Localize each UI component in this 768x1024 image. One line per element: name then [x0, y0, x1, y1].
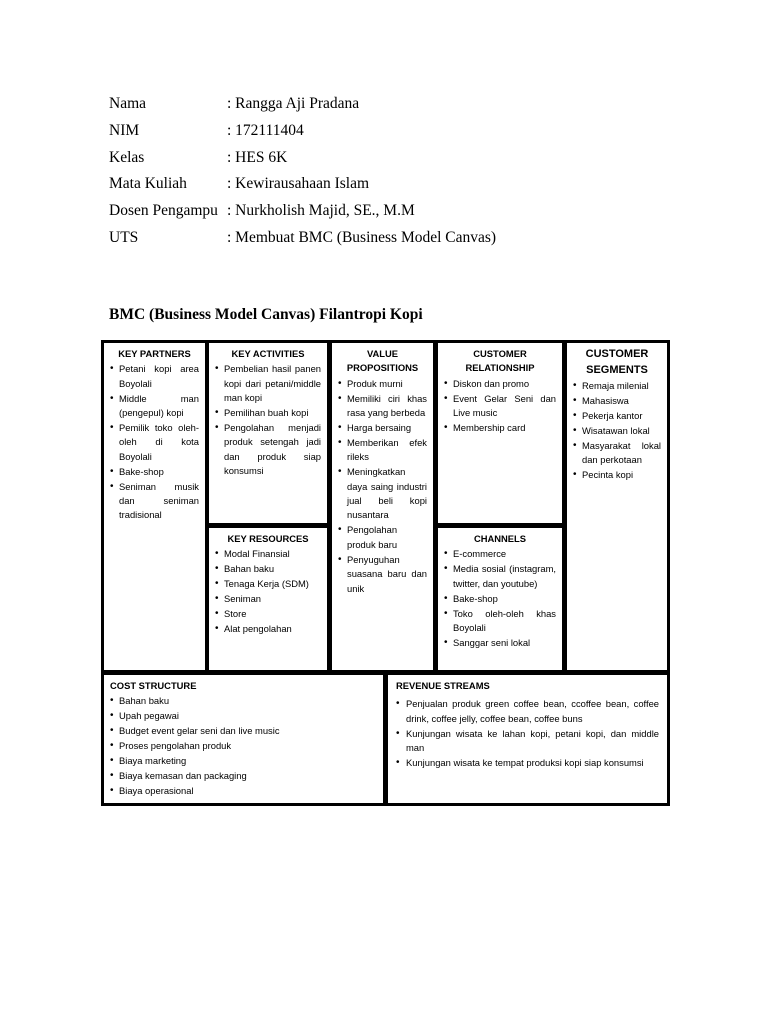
info-row-uts: [109, 225, 496, 252]
cost-structure-title: COST STRUCTURE: [110, 680, 197, 691]
list-item: • Penjualan produk green coffee bean, ccoffee bean, coffee drink, coffee jelly, coffee bean, coffee buns: [396, 697, 659, 726]
list-item: • Pemilihan buah kopi: [215, 406, 321, 420]
info-value: : Rangga Aji Pradana: [227, 95, 360, 112]
key-partners-list: [110, 362, 199, 522]
list-item: • Kunjungan wisata ke tempat produksi kopi siap konsumsi: [396, 756, 659, 770]
info-label: UTS: [109, 228, 139, 246]
customer-relationship-cell: [438, 343, 562, 523]
list-item: • Toko oleh-oleh khas Boyolali: [444, 607, 556, 636]
list-item: • Diskon dan promo: [444, 377, 556, 391]
list-item: • Tenaga Kerja (SDM): [215, 577, 321, 591]
list-item: • Bake-shop: [444, 592, 556, 606]
info-label: Kelas: [109, 148, 145, 166]
list-item: • Middle man (pengepul) kopi: [110, 392, 199, 421]
info-value: : Kewirausahaan Islam: [227, 175, 370, 193]
list-item: • Bahan baku: [110, 694, 377, 708]
list-item: • Pengolahan produk baru: [338, 523, 427, 552]
list-item: • Bake-shop: [110, 465, 199, 479]
list-item: • Biaya operasional: [110, 784, 377, 798]
key-partners-cell: [104, 343, 205, 670]
list-item: • Mahasiswa: [573, 394, 661, 408]
list-item: • Proses pengolahan produk: [110, 739, 377, 753]
cost-structure-cell: [104, 675, 383, 803]
info-row-dosen: [109, 198, 496, 225]
channels-cell: [438, 528, 562, 670]
info-value: : 172111404: [227, 121, 304, 139]
list-item: • Memiliki ciri khas rasa yang berbeda: [338, 392, 427, 421]
info-row-mata-kuliah: [109, 171, 496, 198]
business-model-canvas: [101, 340, 670, 806]
revenue-streams-title: REVENUE STREAMS: [396, 680, 490, 691]
list-item: • Pembelian hasil panen kopi dari petani/middle man kopi: [215, 362, 321, 405]
revenue-streams-cell: [388, 675, 667, 803]
info-value: : HES 6K: [227, 148, 288, 166]
info-row-kelas: [109, 145, 496, 172]
list-item: • Budget event gelar seni dan live music: [110, 724, 377, 738]
list-item: • Alat pengolahan: [215, 622, 321, 636]
list-item: • Harga bersaing: [338, 421, 427, 435]
customer-segments-list: [573, 379, 661, 482]
info-value: : Membuat BMC (Business Model Canvas): [227, 228, 497, 246]
channels-list: [444, 547, 556, 650]
key-resources-cell: [209, 528, 327, 670]
title-line: PROPOSITIONS: [346, 362, 419, 374]
key-activities-list: [215, 362, 321, 478]
list-item: • Kunjungan wisata ke lahan kopi, petani kopi, dan middle man: [396, 727, 659, 756]
key-resources-list: [215, 547, 321, 636]
title-line: RELATIONSHIP: [465, 362, 535, 374]
list-item: • Remaja milenial: [573, 379, 661, 393]
list-item: • Biaya marketing: [110, 754, 377, 768]
list-item: • Biaya kemasan dan packaging: [110, 769, 377, 783]
list-item: • Pemilik toko oleh-oleh di kota Boyolali: [110, 421, 199, 464]
title-line: CUSTOMER: [473, 348, 527, 359]
info-row-nama: [109, 91, 496, 118]
channels-title: CHANNELS: [473, 533, 527, 544]
list-item: • Masyarakat lokal dan perkotaan: [573, 439, 661, 468]
list-item: • Seniman musik dan seniman tradisional: [110, 480, 199, 523]
cost-structure-list: [110, 694, 377, 798]
list-item: • Bahan baku: [215, 562, 321, 576]
list-item: • Modal Finansial: [215, 547, 321, 561]
list-item: • Pengolahan menjadi produk setengah jadi dan produk siap konsumsi: [215, 421, 321, 479]
customer-segments-title: [573, 347, 661, 378]
value-propositions-cell: [332, 343, 433, 670]
info-label: Nama: [109, 95, 147, 112]
bmc-title: BMC (Business Model Canvas) Filantropi Kopi: [109, 306, 423, 323]
student-info: [109, 91, 496, 252]
list-item: • Sanggar seni lokal: [444, 636, 556, 650]
list-item: • Pecinta kopi: [573, 468, 661, 482]
value-propositions-list: [338, 377, 427, 596]
list-item: • Event Gelar Seni dan Live music: [444, 392, 556, 421]
list-item: • Store: [215, 607, 321, 621]
list-item: • Produk murni: [338, 377, 427, 391]
title-line: SEGMENTS: [586, 363, 648, 376]
title-line: VALUE: [366, 348, 399, 359]
key-activities-cell: [209, 343, 327, 523]
list-item: • Memberikan efek rileks: [338, 436, 427, 465]
value-propositions-title: [338, 347, 427, 376]
customer-relationship-title: [444, 347, 556, 376]
title-line: CUSTOMER: [585, 348, 649, 360]
info-label: NIM: [109, 121, 140, 139]
revenue-streams-list: [396, 697, 659, 770]
list-item: • Wisatawan lokal: [573, 424, 661, 438]
key-resources-title: KEY RESOURCES: [227, 533, 309, 544]
list-item: • Media sosial (instagram, twitter, dan youtube): [444, 562, 556, 591]
info-value: : Nurkholish Majid, SE., M.M: [227, 202, 415, 220]
list-item: • Meningkatkan daya saing industri jual beli kopi nusantara: [338, 465, 427, 523]
key-activities-title: KEY ACTIVITIES: [231, 348, 305, 359]
customer-segments-cell: [567, 343, 667, 670]
list-item: • E-commerce: [444, 547, 556, 561]
list-item: • Membership card: [444, 421, 556, 435]
list-item: • Penyuguhan suasana baru dan unik: [338, 553, 427, 596]
info-label: Dosen Pengampu: [109, 202, 218, 220]
list-item: • Seniman: [215, 592, 321, 606]
info-row-nim: [109, 118, 496, 145]
key-partners-title: KEY PARTNERS: [118, 348, 191, 359]
customer-relationship-list: [444, 377, 556, 436]
info-label: Mata Kuliah: [109, 175, 187, 193]
list-item: • Petani kopi area Boyolali: [110, 362, 199, 391]
list-item: • Pekerja kantor: [573, 409, 661, 423]
list-item: • Upah pegawai: [110, 709, 377, 723]
